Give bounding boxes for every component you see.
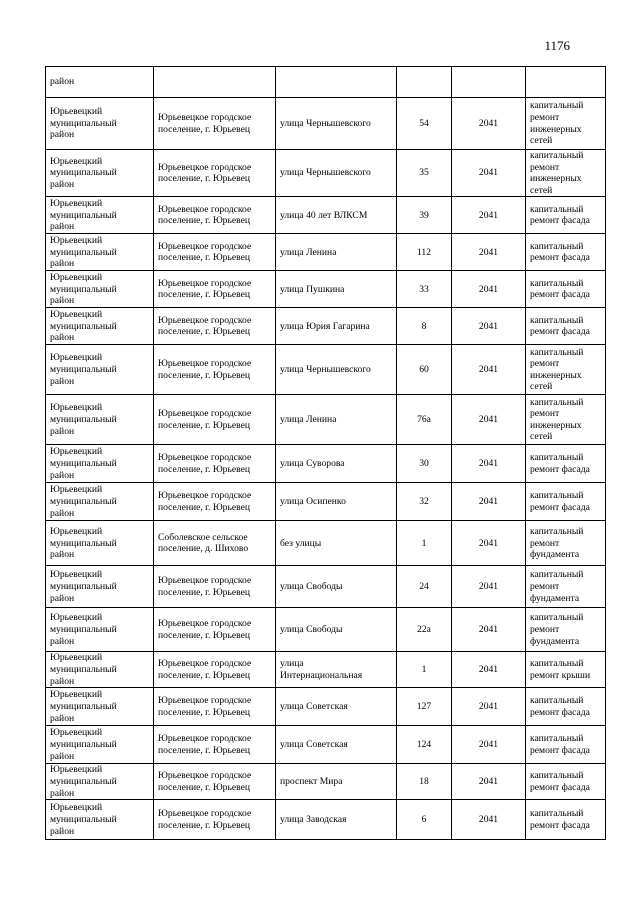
- cell-year: [452, 150, 526, 197]
- cell-street-text: улица 40 лет ВЛКСМ: [280, 209, 368, 221]
- cell-year: [452, 445, 526, 483]
- cell-street-text: улица Чернышевского: [280, 364, 371, 376]
- cell-street: [276, 98, 397, 150]
- cell-house-text: 39: [419, 209, 429, 221]
- cell-work-text: капитальный ремонт фасада: [530, 770, 590, 793]
- cell-year-text: 2041: [478, 581, 499, 593]
- cell-work: [526, 395, 606, 445]
- cell-house-text: 35: [419, 167, 429, 179]
- table-row: [46, 726, 606, 764]
- cell-district: [46, 566, 154, 608]
- cell-house: [397, 566, 452, 608]
- cell-house-text: 124: [416, 739, 432, 751]
- cell-street: [276, 566, 397, 608]
- cell-settlement-text: Юрьевецкое городское поселение, г. Юрьевец: [158, 358, 252, 381]
- cell-street-text: улица Пушкина: [280, 283, 345, 295]
- cell-year-text: 2041: [478, 364, 499, 376]
- cell-district: [46, 345, 154, 395]
- cell-settlement-text: Юрьевецкое городское поселение, г. Юрьевец: [158, 408, 252, 431]
- cell-work: [526, 150, 606, 197]
- cell-work: [526, 764, 606, 800]
- cell-house: [397, 483, 452, 521]
- cell-settlement-text: Юрьевецкое городское поселение, г. Юрьевец: [158, 575, 252, 598]
- cell-work: [526, 566, 606, 608]
- cell-year-text: 2041: [478, 624, 499, 636]
- cell-house: [397, 98, 452, 150]
- cell-house: [397, 726, 452, 764]
- cell-district: [46, 652, 154, 688]
- table-row: [46, 150, 606, 197]
- cell-district-text: Юрьевецкий муниципальный район: [50, 484, 117, 519]
- cell-house: [397, 800, 452, 840]
- cell-street: [276, 67, 397, 98]
- cell-work-text: капитальный ремонт фасада: [530, 452, 590, 475]
- cell-house-text: 24: [419, 581, 429, 593]
- cell-house-text: 1: [421, 537, 427, 549]
- cell-settlement-text: Юрьевецкое городское поселение, г. Юрьевец: [158, 161, 252, 185]
- cell-settlement-text: Юрьевецкое городское поселение, г. Юрьевец: [158, 240, 252, 264]
- cell-settlement: [154, 395, 276, 445]
- cell-district: [46, 308, 154, 345]
- cell-work-text: капитальный ремонт фасада: [530, 240, 590, 264]
- cell-house: [397, 521, 452, 566]
- cell-settlement: [154, 271, 276, 308]
- cell-work: [526, 726, 606, 764]
- cell-house-text: 8: [421, 320, 427, 332]
- cell-year-text: 2041: [478, 283, 499, 295]
- table-row-continuation: [46, 67, 606, 98]
- cell-year-text: 2041: [478, 814, 499, 826]
- cell-house-text: 22а: [417, 624, 431, 636]
- cell-settlement: [154, 483, 276, 521]
- cell-street-text: улица Советская: [280, 739, 348, 751]
- cell-street-text: улица Свободы: [280, 624, 343, 636]
- cell-year: [452, 800, 526, 840]
- cell-house: [397, 445, 452, 483]
- cell-settlement: [154, 521, 276, 566]
- cell-house-text: 32: [419, 496, 429, 508]
- cell-work-text: капитальный ремонт фасада: [530, 695, 590, 718]
- table-row: [46, 395, 606, 445]
- cell-year: [452, 308, 526, 345]
- cell-settlement: [154, 608, 276, 652]
- cell-work: [526, 608, 606, 652]
- cell-year-text: 2041: [478, 664, 499, 676]
- cell-street: [276, 688, 397, 726]
- cell-district-text: Юрьевецкий муниципальный район: [50, 197, 117, 233]
- cell-district-text: Юрьевецкий муниципальный район: [50, 271, 117, 307]
- cell-settlement-text: Юрьевецкое городское поселение, г. Юрьевец: [158, 452, 252, 475]
- cell-house-text: 18: [419, 776, 429, 788]
- table-row: [46, 345, 606, 395]
- cell-house: [397, 395, 452, 445]
- cell-district-text: Юрьевецкий муниципальный район: [50, 652, 117, 687]
- cell-work-text: капитальный ремонт инженерных сетей: [530, 346, 584, 393]
- cell-year-text: 2041: [478, 537, 499, 549]
- cell-year: [452, 234, 526, 271]
- cell-district-text: Юрьевецкий муниципальный район: [50, 402, 117, 437]
- cell-district-text: Юрьевецкий муниципальный район: [50, 612, 117, 647]
- cell-street: [276, 308, 397, 345]
- cell-work-text: капитальный ремонт фундамента: [530, 569, 584, 604]
- cell-house: [397, 345, 452, 395]
- cell-district-text: Юрьевецкий муниципальный район: [50, 569, 117, 604]
- cell-year: [452, 566, 526, 608]
- cell-street-text: улица Чернышевского: [280, 117, 371, 129]
- cell-district-text: Юрьевецкий муниципальный район: [50, 525, 117, 561]
- cell-settlement: [154, 150, 276, 197]
- cell-house-text: 30: [419, 458, 429, 470]
- cell-year: [452, 688, 526, 726]
- cell-district: [46, 197, 154, 234]
- cell-work: [526, 234, 606, 271]
- cell-work: [526, 345, 606, 395]
- cell-year-text: 2041: [478, 458, 499, 470]
- cell-street: [276, 234, 397, 271]
- cell-settlement: [154, 67, 276, 98]
- cell-year: [452, 98, 526, 150]
- cell-house-text: 1: [421, 664, 427, 676]
- cell-district-text: Юрьевецкий муниципальный район: [50, 446, 117, 481]
- cell-settlement: [154, 234, 276, 271]
- cell-settlement: [154, 652, 276, 688]
- table-row: [46, 271, 606, 308]
- cell-work: [526, 445, 606, 483]
- cell-year: [452, 345, 526, 395]
- cell-year: [452, 608, 526, 652]
- cell-year-text: 2041: [478, 701, 499, 713]
- cell-house: [397, 67, 452, 98]
- cell-street-text: проспект Мира: [280, 776, 343, 788]
- table-row: [46, 197, 606, 234]
- cell-settlement-text: Юрьевецкое городское поселение, г. Юрьевец: [158, 695, 252, 718]
- cell-house-text: 6: [421, 814, 427, 826]
- cell-house: [397, 608, 452, 652]
- cell-work: [526, 800, 606, 840]
- cell-work-text: капитальный ремонт фасада: [530, 314, 590, 338]
- cell-district: [46, 150, 154, 197]
- table-row: [46, 234, 606, 271]
- cell-district-text: Юрьевецкий муниципальный район: [50, 727, 117, 762]
- cell-year: [452, 483, 526, 521]
- table-body: [46, 67, 606, 840]
- cell-district: [46, 764, 154, 800]
- cell-house: [397, 688, 452, 726]
- cell-work: [526, 483, 606, 521]
- cell-settlement-text: Юрьевецкое городское поселение, г. Юрьевец: [158, 277, 252, 301]
- cell-district-text: Юрьевецкий муниципальный район: [50, 802, 117, 837]
- cell-settlement-text: Юрьевецкое городское поселение, г. Юрьевец: [158, 808, 252, 831]
- cell-work-text: капитальный ремонт инженерных сетей: [530, 150, 584, 196]
- cell-work-text: капитальный ремонт крыши: [530, 658, 591, 681]
- cell-year-text: 2041: [478, 117, 499, 129]
- table-row: [46, 98, 606, 150]
- cell-work-text: капитальный ремонт фасада: [530, 733, 590, 756]
- cell-street: [276, 445, 397, 483]
- cell-street: [276, 395, 397, 445]
- cell-work: [526, 98, 606, 150]
- cell-settlement: [154, 688, 276, 726]
- cell-street: [276, 271, 397, 308]
- table-row: [46, 652, 606, 688]
- cell-year: [452, 67, 526, 98]
- cell-district-text: Юрьевецкий муниципальный район: [50, 106, 117, 141]
- table-row: [46, 608, 606, 652]
- cell-work-text: капитальный ремонт инженерных сетей: [530, 100, 584, 147]
- cell-work: [526, 197, 606, 234]
- cell-year: [452, 726, 526, 764]
- cell-street-text: улица Заводская: [280, 814, 347, 826]
- cell-street: [276, 521, 397, 566]
- cell-house-text: 76а: [417, 414, 431, 426]
- cell-work: [526, 688, 606, 726]
- cell-district: [46, 608, 154, 652]
- cell-street: [276, 197, 397, 234]
- cell-district: [46, 688, 154, 726]
- cell-street-text: без улицы: [280, 537, 322, 549]
- cell-settlement-text: Юрьевецкое городское поселение, г. Юрьевец: [158, 770, 252, 793]
- cell-settlement-text: Юрьевецкое городское поселение, г. Юрьевец: [158, 490, 252, 513]
- cell-year: [452, 197, 526, 234]
- cell-settlement: [154, 566, 276, 608]
- cell-year-text: 2041: [478, 167, 499, 179]
- cell-house-text: 33: [419, 283, 429, 295]
- cell-year-text: 2041: [478, 246, 499, 258]
- cell-house: [397, 150, 452, 197]
- cell-work-text: капитальный ремонт фасада: [530, 277, 590, 301]
- cell-work: [526, 521, 606, 566]
- table-row: [46, 521, 606, 566]
- cell-house: [397, 197, 452, 234]
- cell-year: [452, 395, 526, 445]
- cell-house-text: 127: [416, 701, 432, 713]
- cell-district: [46, 271, 154, 308]
- cell-street-text: улица Юрия Гагарина: [280, 320, 370, 332]
- cell-year: [452, 764, 526, 800]
- cell-house-text: 112: [416, 246, 432, 258]
- table-row: [46, 483, 606, 521]
- cell-year-text: 2041: [478, 739, 499, 751]
- cell-district-text: Юрьевецкий муниципальный район: [50, 155, 117, 190]
- table-row: [46, 800, 606, 840]
- cell-settlement-text: Юрьевецкое городское поселение, г. Юрьевец: [158, 618, 252, 641]
- cell-house: [397, 764, 452, 800]
- cell-work: [526, 308, 606, 345]
- table-row: [46, 308, 606, 345]
- cell-settlement: [154, 800, 276, 840]
- cell-settlement: [154, 445, 276, 483]
- cell-year-text: 2041: [478, 414, 499, 426]
- cell-work: [526, 271, 606, 308]
- cell-district: [46, 98, 154, 150]
- cell-settlement-text: Юрьевецкое городское поселение, г. Юрьевец: [158, 314, 252, 338]
- cell-district: [46, 521, 154, 566]
- cell-district-text: Юрьевецкий муниципальный район: [50, 764, 117, 799]
- cell-year: [452, 521, 526, 566]
- cell-district: [46, 483, 154, 521]
- cell-district: [46, 395, 154, 445]
- housing-repair-table: [45, 66, 606, 840]
- cell-work-text: капитальный ремонт фасада: [530, 490, 590, 513]
- table-row: [46, 764, 606, 800]
- cell-settlement: [154, 345, 276, 395]
- cell-settlement: [154, 98, 276, 150]
- cell-district-text: Юрьевецкий муниципальный район: [50, 234, 117, 270]
- cell-street: [276, 150, 397, 197]
- table-row: [46, 566, 606, 608]
- cell-work: [526, 652, 606, 688]
- cell-street: [276, 483, 397, 521]
- cell-street: [276, 652, 397, 688]
- cell-district: район: [46, 67, 154, 98]
- table-row: [46, 445, 606, 483]
- cell-district: [46, 445, 154, 483]
- cell-year: [452, 271, 526, 308]
- cell-settlement: [154, 197, 276, 234]
- cell-district-text: Юрьевецкий муниципальный район: [50, 352, 117, 387]
- cell-district: [46, 234, 154, 271]
- cell-street-text: улица Чернышевского: [280, 167, 371, 179]
- cell-district: [46, 726, 154, 764]
- cell-house-text: 54: [419, 117, 429, 129]
- cell-street: [276, 726, 397, 764]
- cell-street: [276, 800, 397, 840]
- cell-street: [276, 345, 397, 395]
- cell-street-text: улица Интернациональная: [280, 658, 363, 681]
- cell-year-text: 2041: [478, 496, 499, 508]
- cell-year-text: 2041: [478, 776, 499, 788]
- cell-work-text: капитальный ремонт фасада: [530, 808, 590, 831]
- cell-street: [276, 608, 397, 652]
- cell-district-text: Юрьевецкий муниципальный район: [50, 308, 117, 344]
- cell-settlement-text: Юрьевецкое городское поселение, г. Юрьевец: [158, 658, 252, 681]
- cell-house: [397, 652, 452, 688]
- cell-street-text: улица Ленина: [280, 414, 337, 426]
- cell-settlement-text: Юрьевецкое городское поселение, г. Юрьевец: [158, 203, 252, 227]
- cell-district: [46, 800, 154, 840]
- cell-street-text: улица Суворова: [280, 458, 345, 470]
- cell-street-text: улица Свободы: [280, 581, 343, 593]
- cell-house: [397, 308, 452, 345]
- cell-year-text: 2041: [478, 209, 499, 221]
- cell-year-text: 2041: [478, 320, 499, 332]
- cell-settlement: [154, 308, 276, 345]
- cell-work: [526, 67, 606, 98]
- cell-work-text: капитальный ремонт инженерных сетей: [530, 396, 584, 443]
- cell-settlement-text: Соболевское сельское поселение, д. Шихово: [158, 531, 249, 555]
- cell-work-text: капитальный ремонт фундамента: [530, 525, 584, 561]
- cell-house: [397, 271, 452, 308]
- cell-district-text: Юрьевецкий муниципальный район: [50, 689, 117, 724]
- cell-house: [397, 234, 452, 271]
- page-number: 1176: [544, 38, 570, 53]
- cell-house-text: 60: [419, 364, 429, 376]
- cell-year: [452, 652, 526, 688]
- cell-settlement-text: Юрьевецкое городское поселение, г. Юрьевец: [158, 733, 252, 756]
- cell-street-text: улица Советская: [280, 701, 348, 713]
- cell-street: [276, 764, 397, 800]
- cell-settlement-text: Юрьевецкое городское поселение, г. Юрьевец: [158, 111, 252, 135]
- cell-work-text: капитальный ремонт фундамента: [530, 612, 584, 647]
- cell-street-text: улица Ленина: [280, 246, 337, 258]
- table-row: [46, 688, 606, 726]
- cell-settlement: [154, 726, 276, 764]
- cell-street-text: улица Осипенко: [280, 496, 346, 508]
- cell-settlement: [154, 764, 276, 800]
- cell-work-text: капитальный ремонт фасада: [530, 203, 590, 227]
